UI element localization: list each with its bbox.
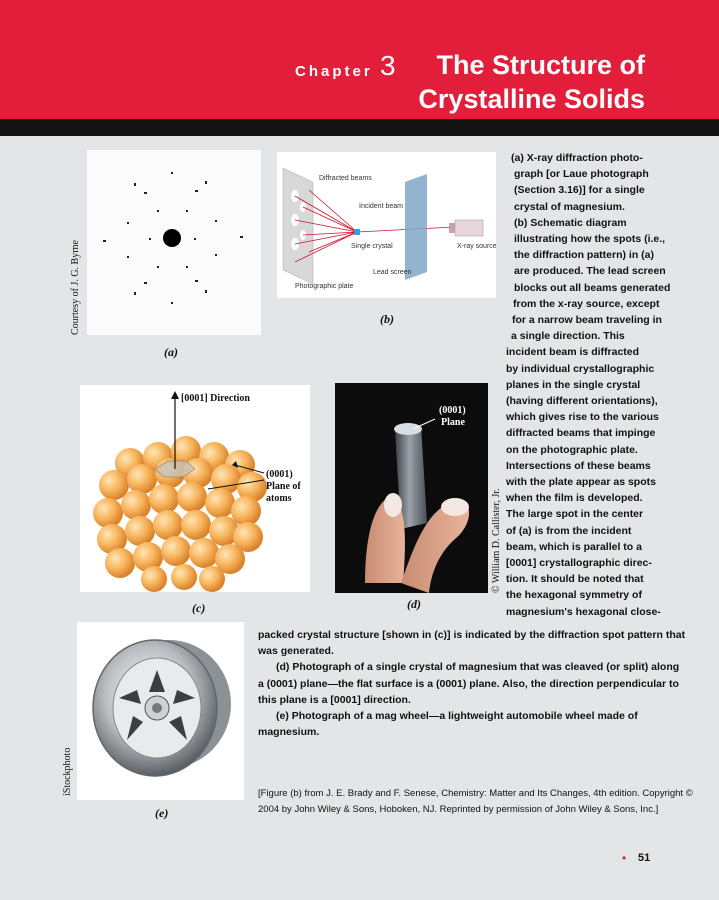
caption-line: tion. It should be noted that	[506, 573, 644, 586]
single-crystal-shape	[354, 229, 360, 235]
caption-line: the diffraction pattern) in (a)	[514, 249, 654, 262]
caption-line: a single direction. This	[511, 330, 625, 343]
caption-line: on the photographic plate.	[506, 443, 638, 456]
figure-d-crystal-photo	[335, 383, 488, 593]
photographic-plate-shape	[283, 168, 313, 284]
laue-spot-pattern	[87, 150, 261, 335]
direction-arrow-icon	[171, 391, 179, 399]
figure-a-credit: Courtesy of J. G. Byrne	[70, 240, 81, 335]
caption-line: (Section 3.16)] for a single	[514, 184, 645, 197]
figure-b-label: (b)	[380, 312, 394, 326]
label-diffracted-beams: Diffracted beams	[319, 175, 372, 182]
caption-line: a (0001) plane—the flat surface is a (0001) plane. Also, the direction perpendicular to	[258, 677, 679, 690]
caption-line: crystal of magnesium.	[514, 200, 625, 213]
label-d-plane-line2: Plane	[441, 417, 465, 428]
mag-wheel-drawing	[77, 622, 244, 800]
caption-line: diffracted beams that impinge	[506, 427, 656, 440]
caption-line: beam, which is parallel to a	[506, 540, 642, 553]
caption-line: illustrating how the spots (i.e.,	[514, 233, 666, 246]
source-note	[258, 786, 693, 818]
caption-line: for a narrow beam traveling in	[512, 314, 662, 327]
figure-d-label: (d)	[407, 597, 421, 611]
header-bar	[0, 119, 719, 136]
chapter-title-line1: The Structure of	[436, 50, 645, 80]
label-single-crystal: Single crystal	[351, 243, 393, 250]
caption-line: (d) Photograph of a single crystal of magnesium that was cleaved (or split) along	[276, 661, 680, 674]
source-note-line: [Figure (b) from J. E. Brady and F. Senese, Chemistry: Matter and Its Changes, 4th edition. Copyright ©	[258, 788, 693, 799]
caption-bottom	[258, 627, 686, 740]
caption-line: blocks out all beams generated	[514, 281, 671, 294]
caption-line: which gives rise to the various	[506, 411, 659, 424]
hcp-sphere-diagram	[80, 385, 310, 592]
caption-line: this plane is a [0001] direction.	[258, 693, 411, 706]
caption-line: planes in the single crystal	[506, 378, 641, 391]
figure-d-credit: © William D. Callister, Jr.	[491, 488, 502, 593]
label-plane-line2: Plane of	[266, 481, 301, 492]
xray-source-shape	[455, 220, 483, 236]
label-lead-screen: Lead screen	[373, 269, 412, 276]
chapter-label: Chapter	[295, 63, 373, 80]
label-plane-line1: (0001)	[266, 469, 293, 480]
chapter-title-line2: Crystalline Solids	[418, 84, 645, 114]
caption-line: Intersections of these beams	[506, 459, 651, 472]
caption-line: the hexagonal symmetry of	[506, 589, 642, 602]
caption-line: (e) Photograph of a mag wheel—a lightweight automobile wheel made of	[276, 710, 638, 723]
chapter-number: 3	[380, 50, 396, 81]
caption-line: (b) Schematic diagram	[514, 216, 627, 229]
page-bullet-icon: •	[622, 851, 627, 865]
caption-line: [0001] crystallographic direc-	[506, 557, 652, 570]
caption-line: The large spot in the center	[506, 508, 644, 521]
figure-b-schematic	[277, 152, 496, 298]
label-plane-line3: atoms	[266, 493, 292, 504]
label-d-plane-line1: (0001)	[439, 405, 466, 416]
caption-line: graph [or Laue photograph	[514, 168, 649, 181]
caption-line: incident beam is diffracted	[506, 346, 640, 359]
label-xray-source: X-ray source	[457, 243, 496, 250]
caption-line: are produced. The lead screen	[514, 265, 666, 278]
figure-c-hcp-model	[80, 385, 310, 592]
caption-line: (a) X-ray diffraction photo-	[511, 152, 643, 164]
caption-line: from the x-ray source, except	[513, 297, 660, 310]
figure-e-label: (e)	[155, 806, 169, 820]
figure-e-mag-wheel	[77, 622, 244, 800]
caption-line: (having different orientations),	[506, 395, 658, 408]
source-note-line: 2004 by John Wiley & Sons, Hoboken, NJ. Reprinted by permission of John Wiley & Sons, Inc.]	[258, 804, 659, 815]
diffraction-schematic	[277, 152, 496, 298]
caption-line: magnesium.	[258, 726, 320, 739]
chapter-title	[400, 48, 645, 116]
caption-line: magnesium's hexagonal close-	[506, 605, 661, 618]
figure-a-laue-photo	[87, 150, 261, 335]
caption-right	[508, 150, 670, 620]
label-photographic-plate: Photographic plate	[295, 283, 354, 290]
figure-e-credit: iStockphoto	[62, 747, 73, 796]
label-incident-beam: Incident beam	[359, 203, 403, 210]
caption-line: when the film is developed.	[506, 492, 643, 505]
caption-line: packed crystal structure [shown in (c)] is indicated by the diffraction spot pattern that	[258, 629, 686, 641]
label-0001-direction: [0001] Direction	[181, 393, 250, 404]
figure-c-label: (c)	[192, 601, 206, 615]
page-number: 51	[638, 852, 651, 864]
caption-line: with the plate appear as spots	[506, 476, 656, 489]
lead-screen-shape	[405, 174, 427, 280]
figure-a-label: (a)	[164, 345, 178, 359]
caption-line: by individual crystallographic	[506, 362, 655, 375]
caption-line: of (a) is from the incident	[506, 524, 632, 537]
caption-line: was generated.	[258, 645, 334, 658]
crystal-photo-drawing	[335, 383, 488, 593]
